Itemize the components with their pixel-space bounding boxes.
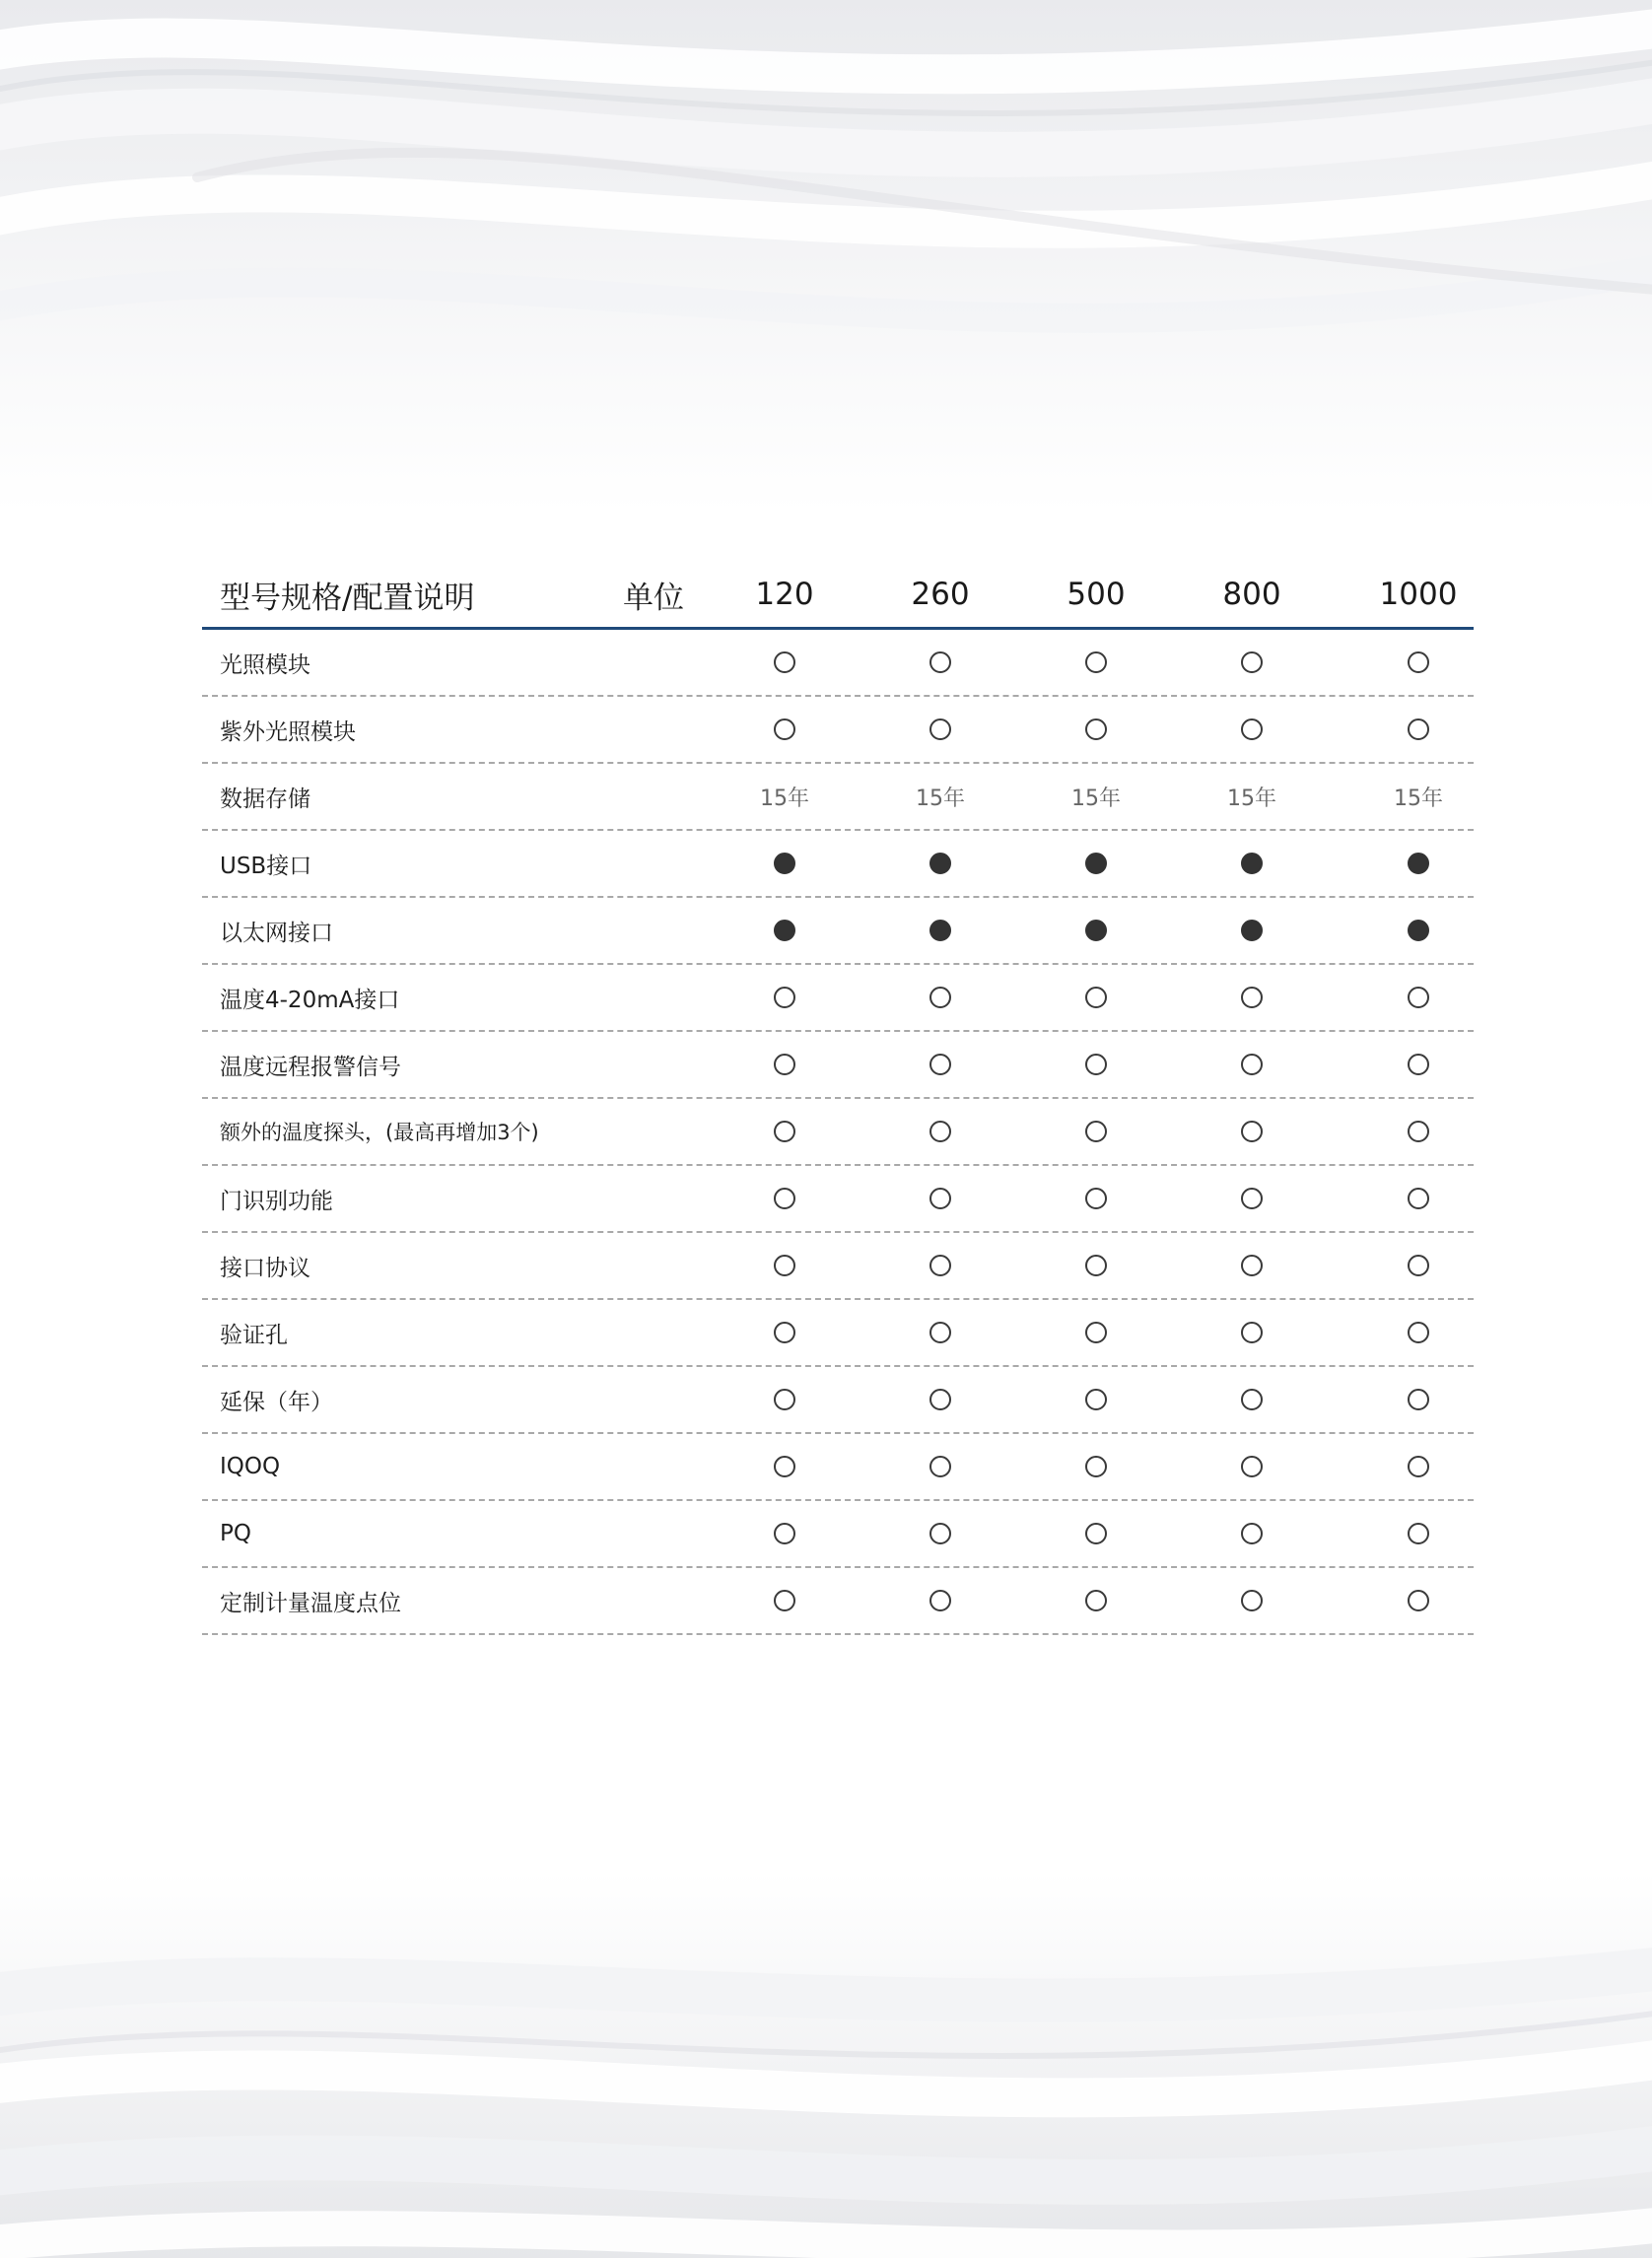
table-row [202, 764, 1474, 831]
header-model-1000: 1000 [1379, 577, 1458, 612]
row-label: 温度4-20mA接口 [220, 987, 400, 1013]
row-label: 延保（年） [220, 1389, 333, 1415]
open-circle-icon [929, 1456, 951, 1477]
row-cell [1349, 1166, 1487, 1231]
row-cell [1027, 1501, 1165, 1566]
open-circle-icon [774, 1255, 795, 1276]
header-model-500: 500 [1067, 577, 1126, 612]
row-unit [589, 1099, 718, 1164]
row-label: IQOQ [220, 1454, 281, 1479]
header-spec-label: 型号规格/配置说明 [220, 580, 475, 616]
row-cell [1183, 1233, 1321, 1298]
row-cell [716, 1032, 854, 1097]
row-unit [589, 1501, 718, 1566]
table-header-row [202, 562, 1474, 630]
row-label: 验证孔 [220, 1322, 288, 1348]
row-cell [716, 898, 854, 963]
open-circle-icon [929, 1255, 951, 1276]
row-label: 门识别功能 [220, 1188, 333, 1214]
row-label: PQ [220, 1521, 251, 1546]
open-circle-icon [1408, 1054, 1429, 1075]
open-circle-icon [1085, 1389, 1107, 1410]
open-circle-icon [929, 1188, 951, 1209]
open-circle-icon [774, 1456, 795, 1477]
row-cell [716, 965, 854, 1030]
row-unit [589, 630, 718, 695]
row-cell [1027, 1300, 1165, 1365]
row-label: 额外的温度探头，(最高再增加3个) [220, 1121, 539, 1144]
row-cell [871, 898, 1009, 963]
row-cell [1027, 697, 1165, 762]
row-cell [1183, 1032, 1321, 1097]
row-cell [1349, 1501, 1487, 1566]
open-circle-icon [1408, 1188, 1429, 1209]
cell-value: 15年 [1071, 786, 1121, 811]
row-cell [1027, 1032, 1165, 1097]
row-cell [871, 831, 1009, 896]
header-unit-label: 单位 [623, 580, 684, 616]
open-circle-icon [1085, 718, 1107, 740]
filled-circle-icon [1085, 853, 1107, 874]
row-unit [589, 1568, 718, 1633]
row-cell [871, 1501, 1009, 1566]
open-circle-icon [1241, 1523, 1263, 1544]
row-cell [1027, 965, 1165, 1030]
row-cell [1349, 697, 1487, 762]
row-cell [1027, 1434, 1165, 1499]
row-unit [589, 965, 718, 1030]
row-unit [589, 1233, 718, 1298]
row-cell-text [1183, 764, 1321, 829]
row-cell [1183, 831, 1321, 896]
row-label: 温度远程报警信号 [220, 1054, 401, 1080]
open-circle-icon [774, 1523, 795, 1544]
row-unit [589, 1166, 718, 1231]
filled-circle-icon [1408, 920, 1429, 941]
open-circle-icon [774, 987, 795, 1008]
open-circle-icon [1085, 1322, 1107, 1343]
header-model-800: 800 [1222, 577, 1281, 612]
row-unit [589, 831, 718, 896]
row-cell [716, 630, 854, 695]
open-circle-icon [1085, 1523, 1107, 1544]
row-cell [1183, 1166, 1321, 1231]
row-cell [1183, 630, 1321, 695]
open-circle-icon [1408, 987, 1429, 1008]
open-circle-icon [774, 1590, 795, 1611]
row-cell-text [1349, 764, 1487, 829]
spec-table [202, 562, 1474, 1635]
open-circle-icon [929, 1389, 951, 1410]
row-unit [589, 764, 718, 829]
row-cell-text [1027, 764, 1165, 829]
filled-circle-icon [774, 853, 795, 874]
row-label: 接口协议 [220, 1255, 310, 1281]
table-body [202, 630, 1474, 1635]
row-label: 数据存储 [220, 786, 310, 812]
table-row [202, 898, 1474, 965]
row-cell [1349, 630, 1487, 695]
table-row [202, 630, 1474, 697]
open-circle-icon [774, 1121, 795, 1142]
table-row [202, 965, 1474, 1032]
open-circle-icon [1241, 1389, 1263, 1410]
row-cell [716, 697, 854, 762]
open-circle-icon [929, 718, 951, 740]
open-circle-icon [1241, 987, 1263, 1008]
open-circle-icon [929, 1523, 951, 1544]
open-circle-icon [774, 1188, 795, 1209]
row-cell [1027, 1233, 1165, 1298]
open-circle-icon [1241, 718, 1263, 740]
open-circle-icon [1241, 1456, 1263, 1477]
table-row [202, 1568, 1474, 1635]
row-cell [716, 1568, 854, 1633]
row-cell [1349, 1032, 1487, 1097]
open-circle-icon [929, 651, 951, 673]
filled-circle-icon [929, 853, 951, 874]
row-cell [871, 1434, 1009, 1499]
row-cell-text [716, 764, 854, 829]
row-cell [871, 1300, 1009, 1365]
cell-value: 15年 [1394, 786, 1443, 811]
row-cell [871, 1367, 1009, 1432]
header-model-260: 260 [911, 577, 970, 612]
row-cell [716, 1099, 854, 1164]
open-circle-icon [1085, 1456, 1107, 1477]
row-cell [1183, 1300, 1321, 1365]
row-cell [1349, 1233, 1487, 1298]
table-row [202, 1032, 1474, 1099]
filled-circle-icon [1408, 853, 1429, 874]
open-circle-icon [774, 1054, 795, 1075]
table-row [202, 1166, 1474, 1233]
open-circle-icon [929, 987, 951, 1008]
open-circle-icon [1241, 1322, 1263, 1343]
open-circle-icon [774, 1322, 795, 1343]
table-row [202, 1501, 1474, 1568]
cell-value: 15年 [916, 786, 965, 811]
row-cell [716, 1501, 854, 1566]
table-row [202, 831, 1474, 898]
row-cell [1027, 831, 1165, 896]
row-cell [716, 1300, 854, 1365]
row-cell [1027, 898, 1165, 963]
open-circle-icon [1408, 1523, 1429, 1544]
row-cell [871, 965, 1009, 1030]
open-circle-icon [774, 1389, 795, 1410]
filled-circle-icon [774, 920, 795, 941]
open-circle-icon [1085, 1121, 1107, 1142]
open-circle-icon [929, 1590, 951, 1611]
open-circle-icon [1408, 651, 1429, 673]
row-cell [716, 1166, 854, 1231]
row-cell [1183, 1501, 1321, 1566]
open-circle-icon [1085, 1054, 1107, 1075]
table-row [202, 1099, 1474, 1166]
row-unit [589, 1032, 718, 1097]
open-circle-icon [1408, 1121, 1429, 1142]
open-circle-icon [1408, 1590, 1429, 1611]
cell-value: 15年 [1227, 786, 1276, 811]
row-cell [1027, 1568, 1165, 1633]
open-circle-icon [929, 1121, 951, 1142]
open-circle-icon [1241, 651, 1263, 673]
open-circle-icon [1408, 1322, 1429, 1343]
filled-circle-icon [929, 920, 951, 941]
table-row [202, 1367, 1474, 1434]
row-unit [589, 898, 718, 963]
row-cell [871, 1099, 1009, 1164]
row-label: 以太网接口 [220, 920, 333, 946]
row-cell [1027, 1367, 1165, 1432]
open-circle-icon [1241, 1255, 1263, 1276]
row-cell [871, 1568, 1009, 1633]
row-cell [871, 1233, 1009, 1298]
open-circle-icon [929, 1054, 951, 1075]
table-row [202, 1300, 1474, 1367]
header-model-120: 120 [755, 577, 814, 612]
row-cell [1183, 1367, 1321, 1432]
row-label: USB接口 [220, 853, 312, 879]
row-cell [1349, 831, 1487, 896]
row-cell [1183, 898, 1321, 963]
row-cell [1349, 1434, 1487, 1499]
row-cell [1183, 697, 1321, 762]
open-circle-icon [1085, 1590, 1107, 1611]
open-circle-icon [1085, 651, 1107, 673]
open-circle-icon [1241, 1121, 1263, 1142]
row-unit [589, 697, 718, 762]
row-cell [1183, 1434, 1321, 1499]
filled-circle-icon [1085, 920, 1107, 941]
row-label: 定制计量温度点位 [220, 1590, 401, 1616]
row-cell [1183, 1099, 1321, 1164]
row-cell [1349, 898, 1487, 963]
open-circle-icon [1241, 1054, 1263, 1075]
row-cell [1027, 630, 1165, 695]
open-circle-icon [1241, 1590, 1263, 1611]
open-circle-icon [1408, 1389, 1429, 1410]
table-row [202, 1434, 1474, 1501]
row-cell [871, 697, 1009, 762]
row-unit [589, 1434, 718, 1499]
open-circle-icon [1408, 1255, 1429, 1276]
row-cell-text [871, 764, 1009, 829]
table-row [202, 697, 1474, 764]
row-cell [716, 1434, 854, 1499]
open-circle-icon [1241, 1188, 1263, 1209]
row-cell [871, 1166, 1009, 1231]
open-circle-icon [1085, 987, 1107, 1008]
row-label: 光照模块 [220, 651, 310, 678]
open-circle-icon [774, 718, 795, 740]
table-row [202, 1233, 1474, 1300]
open-circle-icon [929, 1322, 951, 1343]
row-cell [1349, 1568, 1487, 1633]
row-cell [1349, 1367, 1487, 1432]
row-cell [1183, 965, 1321, 1030]
row-unit [589, 1367, 718, 1432]
row-cell [1027, 1099, 1165, 1164]
row-cell [1349, 1099, 1487, 1164]
row-unit [589, 1300, 718, 1365]
filled-circle-icon [1241, 853, 1263, 874]
cell-value: 15年 [760, 786, 809, 811]
row-cell [871, 1032, 1009, 1097]
open-circle-icon [1408, 1456, 1429, 1477]
open-circle-icon [1408, 718, 1429, 740]
row-cell [716, 1367, 854, 1432]
row-cell [1349, 965, 1487, 1030]
row-cell [1183, 1568, 1321, 1633]
row-cell [871, 630, 1009, 695]
open-circle-icon [774, 651, 795, 673]
row-label: 紫外光照模块 [220, 718, 356, 745]
row-cell [716, 831, 854, 896]
open-circle-icon [1085, 1255, 1107, 1276]
filled-circle-icon [1241, 920, 1263, 941]
row-cell [716, 1233, 854, 1298]
row-cell [1027, 1166, 1165, 1231]
open-circle-icon [1085, 1188, 1107, 1209]
row-cell [1349, 1300, 1487, 1365]
